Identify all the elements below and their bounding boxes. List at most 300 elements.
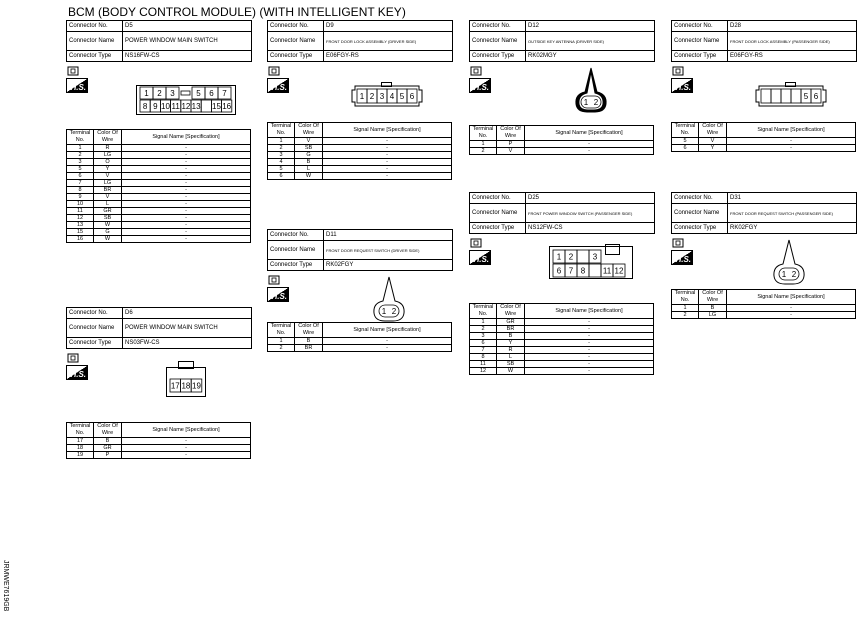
connector-d11-pin-table (267, 322, 452, 352)
signal-name-cell: - (122, 222, 251, 229)
pin-number: 12 (614, 266, 624, 276)
terminal-no-cell: 7 (470, 347, 497, 354)
terminal-no-header: Terminal No. (470, 126, 497, 141)
terminal-no-cell: 2 (268, 345, 295, 352)
pin-row (470, 340, 654, 347)
pin-number: 15 (212, 102, 221, 111)
pin-row (470, 361, 654, 368)
signal-name-cell: - (525, 319, 654, 326)
hs-label: H.S. (271, 83, 287, 92)
terminal-no-cell: 6 (268, 173, 295, 180)
connector-d9-block (267, 20, 453, 180)
signal-name-cell: - (122, 159, 251, 166)
pin-number: 17 (170, 381, 180, 391)
pin-row (672, 312, 856, 319)
terminal-no-cell: 1 (470, 141, 497, 148)
pin-row (67, 194, 251, 201)
terminal-no-cell: 12 (67, 215, 94, 222)
signal-name-header: Signal Name [Specification] (122, 423, 251, 438)
wire-color-cell: O (94, 159, 122, 166)
pin-number: 8 (580, 266, 586, 276)
terminal-no-cell: 16 (67, 236, 94, 243)
connector-d12-pin-table (469, 125, 654, 155)
wire-color-cell: LG (94, 152, 122, 159)
wire-color-cell: GR (94, 208, 122, 215)
signal-name-cell: - (122, 201, 251, 208)
terminal-no-cell: 2 (470, 148, 497, 155)
key-slot (181, 91, 190, 95)
pin-number: 3 (379, 92, 385, 101)
signal-name-cell: - (525, 340, 654, 347)
pin-number: 6 (409, 92, 415, 101)
terminal-no-header: Terminal No. (470, 304, 497, 319)
connector-type-value: RK02FGY (728, 223, 857, 234)
pin-number: 5 (196, 89, 201, 98)
connector-no-value: D6 (123, 308, 252, 319)
signal-name-cell: - (122, 229, 251, 236)
signal-name-cell: - (525, 333, 654, 340)
connector-d9-pin-table (267, 122, 452, 180)
terminal-no-cell: 1 (268, 138, 295, 145)
terminal-no-cell: 17 (67, 438, 94, 445)
terminal-no-cell: 5 (67, 166, 94, 173)
signal-name-cell: - (122, 145, 251, 152)
signal-name-cell: - (122, 173, 251, 180)
pin-row (470, 319, 654, 326)
connector-name-value: FRONT DOOR REQUEST SWITCH (DRIVER SIDE) (324, 241, 453, 260)
pin-row (67, 201, 251, 208)
wire-color-cell: V (94, 194, 122, 201)
connector-d5-face (136, 85, 236, 115)
pin-row (67, 159, 251, 166)
connector-type-label: Connector Type (470, 51, 526, 62)
signal-name-cell: - (525, 354, 654, 361)
connector-no-value: D28 (728, 21, 857, 32)
connector-d31-block (671, 192, 857, 319)
pin-number: 13 (191, 102, 201, 111)
wire-color-cell: R (94, 145, 122, 152)
wire-color-cell: P (94, 452, 122, 459)
harness-icon (267, 65, 289, 77)
wire-color-cell: Y (94, 166, 122, 173)
terminal-no-cell: 18 (67, 445, 94, 452)
pin-row (67, 215, 251, 222)
connector-type-value: RK02FGY (324, 260, 453, 271)
wire-color-cell: SB (497, 361, 525, 368)
signal-name-cell: - (122, 166, 251, 173)
wire-color-cell: P (497, 141, 525, 148)
pin-number: 6 (209, 89, 214, 98)
connector-d11-block (267, 229, 453, 352)
connector-name-label: Connector Name (67, 319, 123, 338)
pin-number: 1 (144, 89, 149, 98)
pin-row (470, 333, 654, 340)
pin-number: 6 (813, 92, 819, 101)
wire-color-cell: B (295, 338, 323, 345)
connector-type-value: E06FGY-RS (324, 51, 453, 62)
pin-row (470, 326, 654, 333)
signal-name-cell: - (323, 145, 452, 152)
pin-number: 2 (791, 270, 797, 279)
pin-row (672, 138, 856, 145)
terminal-no-cell: 6 (672, 145, 699, 152)
signal-name-cell: - (525, 148, 654, 155)
connector-d12-face (573, 66, 609, 114)
pin-number: 3 (592, 252, 598, 262)
pin-row (67, 208, 251, 215)
wire-color-cell: W (497, 368, 525, 375)
drawing-code: JRMWE7619GB (2, 560, 9, 612)
connector-name-value: FRONT POWER WINDOW SWITCH (PASSENGER SIDE) (526, 204, 655, 223)
color-of-wire-header: Color Of Wire (699, 290, 727, 305)
hs-symbol (671, 237, 695, 267)
terminal-no-header: Terminal No. (67, 423, 94, 438)
wire-color-cell: Y (497, 340, 525, 347)
pin-number: 7 (222, 89, 227, 98)
pin-cavity (589, 264, 601, 277)
terminal-no-cell: 2 (672, 312, 699, 319)
connector-d31-info (671, 192, 857, 234)
terminal-no-cell: 2 (67, 152, 94, 159)
pin-number: 2 (593, 98, 599, 107)
terminal-no-cell: 1 (672, 305, 699, 312)
signal-name-cell: - (323, 345, 452, 352)
connector-d6-face (166, 357, 206, 397)
connector-type-label: Connector Type (67, 51, 123, 62)
wire-color-cell: SB (94, 215, 122, 222)
wire-color-cell: V (497, 148, 525, 155)
pin-row (67, 229, 251, 236)
terminal-no-header: Terminal No. (67, 130, 94, 145)
terminal-no-cell: 19 (67, 452, 94, 459)
pin-number: 9 (153, 102, 158, 111)
pin-row (672, 145, 856, 152)
terminal-no-cell: 6 (470, 340, 497, 347)
signal-name-cell: - (323, 138, 452, 145)
terminal-no-cell: 12 (470, 368, 497, 375)
pin-number: 11 (602, 266, 612, 276)
connector-no-label: Connector No. (672, 193, 728, 204)
pin-row (67, 173, 251, 180)
connector-name-label: Connector Name (470, 204, 526, 223)
terminal-no-cell: 11 (67, 208, 94, 215)
connector-d6-info (66, 307, 252, 349)
connector-type-label: Connector Type (672, 223, 728, 234)
signal-name-cell: - (323, 166, 452, 173)
signal-name-cell: - (323, 159, 452, 166)
connector-name-value: OUTSIDE KEY ANTENNA (DRIVER SIDE) (526, 32, 655, 51)
connector-name-value: FRONT DOOR LOCK ASSEMBLY (PASSENGER SIDE) (728, 32, 857, 51)
signal-name-cell: - (122, 438, 251, 445)
hs-symbol (267, 274, 291, 304)
hs-label: H.S. (473, 255, 489, 264)
terminal-no-cell: 2 (470, 326, 497, 333)
connector-type-label: Connector Type (67, 338, 123, 349)
page-title: BCM (BODY CONTROL MODULE) (WITH INTELLIGENT KEY) (68, 5, 406, 19)
pin-row (672, 305, 856, 312)
wire-color-cell: G (94, 229, 122, 236)
signal-name-header: Signal Name [Specification] (525, 126, 654, 141)
pin-number: 2 (157, 89, 162, 98)
signal-name-header: Signal Name [Specification] (727, 290, 856, 305)
pin-row (67, 145, 251, 152)
wire-color-cell: W (94, 222, 122, 229)
connector-d25-info (469, 192, 655, 234)
signal-name-cell: - (727, 312, 856, 319)
pin-number: 5 (803, 92, 809, 101)
pin-number: 10 (161, 102, 170, 111)
wire-color-cell: G (295, 152, 323, 159)
pin-row (268, 159, 452, 166)
wire-color-cell: SB (295, 145, 323, 152)
pin-cavity (761, 89, 771, 103)
terminal-no-cell: 11 (470, 361, 497, 368)
harness-icon (671, 237, 693, 249)
connector-d12-info (469, 20, 655, 62)
color-of-wire-header: Color Of Wire (497, 304, 525, 319)
wire-color-cell: BR (94, 187, 122, 194)
wire-color-cell: Y (699, 145, 727, 152)
pin-cavity (781, 89, 791, 103)
pin-cavity (771, 89, 781, 103)
pin-row (67, 180, 251, 187)
connector-name-value: FRONT DOOR REQUEST SWITCH (PASSENGER SIDE) (728, 204, 857, 223)
pin-number: 2 (369, 92, 375, 101)
pin-row (268, 173, 452, 180)
pin-number: 3 (170, 89, 175, 98)
signal-name-cell: - (122, 215, 251, 222)
hs-symbol (671, 65, 695, 95)
connector-name-value: FRONT DOOR LOCK ASSEMBLY (DRIVER SIDE) (324, 32, 453, 51)
connector-type-label: Connector Type (470, 223, 526, 234)
signal-name-cell: - (727, 145, 856, 152)
wire-color-cell: V (699, 138, 727, 145)
connector-d28-face (755, 82, 827, 110)
pin-row (470, 141, 654, 148)
terminal-no-cell: 10 (67, 201, 94, 208)
wire-color-cell: L (94, 201, 122, 208)
harness-icon (469, 65, 491, 77)
connector-d5-info (66, 20, 252, 62)
wire-color-cell: L (497, 354, 525, 361)
pin-row (67, 152, 251, 159)
color-of-wire-header: Color Of Wire (295, 123, 323, 138)
signal-name-cell: - (122, 208, 251, 215)
connector-no-label: Connector No. (268, 21, 324, 32)
terminal-no-cell: 6 (67, 173, 94, 180)
connector-no-value: D11 (324, 230, 453, 241)
connector-name-label: Connector Name (470, 32, 526, 51)
pin-cavity (201, 100, 211, 112)
pin-number: 12 (181, 102, 191, 111)
pin-number: 4 (389, 92, 395, 101)
connector-no-label: Connector No. (268, 230, 324, 241)
terminal-no-cell: 15 (67, 229, 94, 236)
pin-number: 8 (142, 102, 148, 111)
harness-icon (671, 65, 693, 77)
signal-name-header: Signal Name [Specification] (727, 123, 856, 138)
signal-name-cell: - (525, 326, 654, 333)
wire-color-cell: V (295, 138, 323, 145)
connector-no-value: D12 (526, 21, 655, 32)
terminal-no-cell: 13 (67, 222, 94, 229)
connector-type-value: NS12FW-CS (526, 223, 655, 234)
signal-name-cell: - (122, 194, 251, 201)
terminal-no-cell: 3 (67, 159, 94, 166)
pin-row (67, 187, 251, 194)
terminal-no-cell: 1 (268, 338, 295, 345)
pin-row (470, 148, 654, 155)
connector-name-label: Connector Name (268, 32, 324, 51)
hs-label: H.S. (675, 255, 691, 264)
wire-color-cell: B (94, 438, 122, 445)
signal-name-cell: - (323, 152, 452, 159)
connector-no-label: Connector No. (470, 193, 526, 204)
connector-type-label: Connector Type (672, 51, 728, 62)
color-of-wire-header: Color Of Wire (295, 323, 323, 338)
connector-name-value: POWER WINDOW MAIN SWITCH (123, 32, 252, 51)
connector-d28-block (671, 20, 857, 152)
terminal-no-cell: 8 (470, 354, 497, 361)
pin-row (67, 222, 251, 229)
hs-label: H.S. (271, 292, 287, 301)
connector-d6-block (66, 307, 252, 459)
signal-name-cell: - (525, 368, 654, 375)
wire-color-cell: BR (295, 345, 323, 352)
connector-type-value: NS16FW-CS (123, 51, 252, 62)
connector-d5-block (66, 20, 252, 243)
signal-name-cell: - (727, 138, 856, 145)
pin-row (470, 347, 654, 354)
signal-name-cell: - (525, 347, 654, 354)
color-of-wire-header: Color Of Wire (699, 123, 727, 138)
connector-no-value: D9 (324, 21, 453, 32)
hs-label: H.S. (70, 83, 86, 92)
connector-type-value: RK02MGY (526, 51, 655, 62)
connector-name-value: POWER WINDOW MAIN SWITCH (123, 319, 252, 338)
pin-row (67, 445, 251, 452)
connector-d5-pin-table (66, 129, 251, 243)
hs-symbol (469, 65, 493, 95)
pin-number: 19 (192, 381, 201, 391)
hs-label: H.S. (675, 83, 691, 92)
connector-d11-face (371, 275, 407, 323)
connector-type-value: NS03FW-CS (123, 338, 252, 349)
wire-color-cell: W (94, 236, 122, 243)
pin-number: 6 (556, 266, 562, 276)
wire-color-cell: B (295, 159, 323, 166)
pin-row (67, 452, 251, 459)
connector-type-label: Connector Type (268, 260, 324, 271)
wire-color-cell: L (295, 166, 323, 173)
signal-name-cell: - (122, 187, 251, 194)
connector-d25-block (469, 192, 655, 375)
connector-name-label: Connector Name (67, 32, 123, 51)
terminal-no-cell: 5 (268, 166, 295, 173)
hs-symbol (267, 65, 291, 95)
harness-icon (66, 352, 88, 364)
signal-name-header: Signal Name [Specification] (323, 123, 452, 138)
hs-label: H.S. (473, 83, 489, 92)
pin-row (67, 438, 251, 445)
terminal-no-cell: 2 (268, 145, 295, 152)
wire-color-cell: B (497, 333, 525, 340)
connector-d9-face (351, 82, 423, 110)
connector-no-label: Connector No. (672, 21, 728, 32)
terminal-no-header: Terminal No. (672, 123, 699, 138)
pin-number: 1 (556, 252, 562, 262)
connector-name-label: Connector Name (268, 241, 324, 260)
connector-d11-info (267, 229, 453, 271)
wire-color-cell: BR (497, 326, 525, 333)
pin-row (268, 166, 452, 173)
signal-name-cell: - (525, 141, 654, 148)
pin-number: 2 (391, 307, 397, 316)
connector-d28-pin-table (671, 122, 856, 152)
terminal-no-header: Terminal No. (672, 290, 699, 305)
terminal-no-cell: 1 (67, 145, 94, 152)
wire-color-cell: V (94, 173, 122, 180)
connector-no-label: Connector No. (67, 308, 123, 319)
pin-number: 1 (583, 98, 589, 107)
connector-type-value: E06FGY-RS (728, 51, 857, 62)
pin-row (67, 236, 251, 243)
connector-no-label: Connector No. (470, 21, 526, 32)
terminal-no-cell: 8 (67, 187, 94, 194)
hs-symbol (66, 65, 90, 95)
connector-d28-info (671, 20, 857, 62)
terminal-no-cell: 3 (268, 152, 295, 159)
connector-type-label: Connector Type (268, 51, 324, 62)
wire-color-cell: GR (497, 319, 525, 326)
harness-icon (267, 274, 289, 286)
connector-no-value: D25 (526, 193, 655, 204)
signal-name-cell: - (122, 452, 251, 459)
pin-row (268, 152, 452, 159)
pin-number: 2 (568, 252, 574, 262)
pin-number: 5 (399, 92, 405, 101)
wire-color-cell: LG (699, 312, 727, 319)
signal-name-header: Signal Name [Specification] (323, 323, 452, 338)
pin-number: 16 (222, 102, 232, 111)
pin-row (268, 138, 452, 145)
pin-cavity (577, 250, 589, 263)
hs-symbol (469, 237, 493, 267)
signal-name-cell: - (122, 445, 251, 452)
pin-number: 1 (359, 92, 365, 101)
connector-d31-face (771, 238, 807, 286)
terminal-no-cell: 7 (67, 180, 94, 187)
pin-number: 7 (568, 266, 574, 276)
pin-row (268, 145, 452, 152)
pin-row (470, 354, 654, 361)
signal-name-cell: - (727, 305, 856, 312)
signal-name-cell: - (323, 173, 452, 180)
connector-d25-face (549, 244, 633, 280)
hs-symbol (66, 352, 90, 382)
signal-name-cell: - (122, 236, 251, 243)
terminal-no-header: Terminal No. (268, 323, 295, 338)
pin-cavity (791, 89, 801, 103)
wire-color-cell: R (497, 347, 525, 354)
connector-d6-pin-table (66, 422, 251, 459)
hs-label: H.S. (70, 370, 86, 379)
connector-d9-info (267, 20, 453, 62)
pin-row (268, 338, 452, 345)
harness-icon (66, 65, 88, 77)
connector-name-label: Connector Name (672, 204, 728, 223)
harness-icon (469, 237, 491, 249)
